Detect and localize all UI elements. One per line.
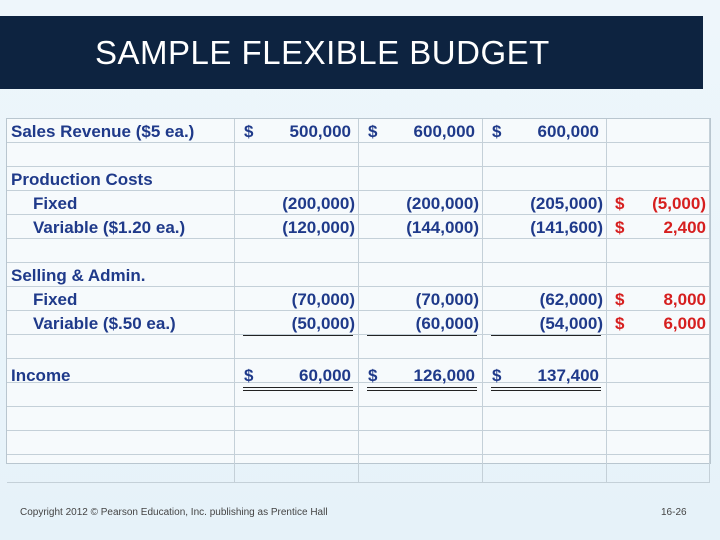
grid-cell — [235, 407, 359, 431]
grid-cell — [7, 455, 235, 483]
grid-cell — [483, 431, 607, 455]
cell-static-prod-fixed: (200,000) — [282, 194, 355, 213]
variance-dollar-sign: $ — [615, 218, 625, 237]
grid-cell — [359, 335, 483, 359]
total-double-underline — [367, 387, 477, 388]
dollar-sign: $ — [368, 366, 378, 385]
grid-cell — [483, 407, 607, 431]
grid-cell — [607, 335, 710, 359]
variance-dollar-sign: $ — [615, 290, 625, 309]
cell-variance-sa-fixed: 8,000 — [663, 290, 706, 309]
grid-cell — [235, 335, 359, 359]
grid-cell — [607, 359, 710, 383]
row-label-prod-variable: Variable ($1.20 ea.) — [33, 218, 186, 237]
cell-actual-sa-fixed: (62,000) — [539, 290, 603, 309]
row-label-selling-admin: Selling & Admin. — [11, 266, 146, 285]
total-double-underline — [243, 387, 353, 388]
grid-cell — [483, 239, 607, 263]
cell-actual-income: 137,400 — [537, 366, 599, 385]
grid-cell — [359, 143, 483, 167]
grid-cell — [483, 455, 607, 483]
subtotal-underline — [491, 335, 601, 336]
cell-flexible-prod-variable: (144,000) — [406, 218, 479, 237]
grid-cell — [483, 335, 607, 359]
cell-flexible-sa-fixed: (70,000) — [415, 290, 479, 309]
row-label-sales-revenue: Sales Revenue ($5 ea.) — [11, 122, 195, 141]
slide-number: 16-26 — [661, 507, 687, 518]
grid-cell — [359, 239, 483, 263]
cell-actual-prod-variable: (141,600) — [530, 218, 603, 237]
cell-variance-prod-fixed: (5,000) — [652, 194, 706, 213]
grid-cell — [7, 431, 235, 455]
grid-cell — [359, 455, 483, 483]
cell-static-income: 60,000 — [299, 366, 351, 385]
cell-flexible-prod-fixed: (200,000) — [406, 194, 479, 213]
grid-cell — [7, 239, 235, 263]
grid-cell — [359, 263, 483, 287]
cell-static-prod-variable: (120,000) — [282, 218, 355, 237]
grid-cell — [607, 383, 710, 407]
grid-cell — [235, 263, 359, 287]
row-label-prod-fixed: Fixed — [33, 194, 78, 213]
row-label-production-costs: Production Costs — [11, 170, 153, 189]
row-label-sa-fixed: Fixed — [33, 290, 78, 309]
total-double-underline — [243, 390, 353, 391]
grid-cell — [483, 143, 607, 167]
subtotal-underline — [367, 335, 477, 336]
grid-cell — [607, 455, 710, 483]
dollar-sign: $ — [368, 122, 378, 141]
grid-cell — [235, 143, 359, 167]
subtotal-underline — [243, 335, 353, 336]
variance-dollar-sign: $ — [615, 194, 625, 213]
grid-cell — [235, 431, 359, 455]
dollar-sign: $ — [492, 366, 502, 385]
grid-cell — [483, 263, 607, 287]
grid-cell — [607, 239, 710, 263]
grid-cell — [7, 143, 235, 167]
slide-title: SAMPLE FLEXIBLE BUDGET — [95, 34, 550, 71]
grid-cell — [235, 455, 359, 483]
copyright-text: Copyright 2012 © Pearson Education, Inc. publishing as Prentice Hall — [20, 507, 328, 518]
dollar-sign: $ — [244, 122, 254, 141]
total-double-underline — [491, 390, 601, 391]
dollar-sign: $ — [244, 366, 254, 385]
grid-cell — [235, 239, 359, 263]
grid-cell — [607, 263, 710, 287]
total-double-underline — [367, 390, 477, 391]
grid-cell — [483, 167, 607, 191]
grid-cell — [7, 383, 235, 407]
cell-flexible-sales: 600,000 — [413, 122, 475, 141]
grid-cell — [607, 167, 710, 191]
grid-cell — [607, 407, 710, 431]
grid-cell — [359, 431, 483, 455]
cell-static-sa-variable: (50,000) — [291, 314, 355, 333]
cell-flexible-sa-variable: (60,000) — [415, 314, 479, 333]
dollar-sign: $ — [492, 122, 502, 141]
row-label-income: Income — [11, 366, 71, 385]
budget-table — [6, 118, 711, 464]
grid-cell — [607, 143, 710, 167]
grid-cell — [359, 407, 483, 431]
cell-flexible-income: 126,000 — [413, 366, 475, 385]
cell-variance-sa-variable: 6,000 — [663, 314, 706, 333]
cell-static-sales: 500,000 — [289, 122, 351, 141]
cell-variance-prod-variable: 2,400 — [663, 218, 706, 237]
cell-static-sa-fixed: (70,000) — [291, 290, 355, 309]
grid-cell — [235, 167, 359, 191]
row-label-sa-variable: Variable ($.50 ea.) — [33, 314, 176, 333]
cell-actual-prod-fixed: (205,000) — [530, 194, 603, 213]
variance-dollar-sign: $ — [615, 314, 625, 333]
grid-cell — [7, 335, 235, 359]
cell-actual-sales: 600,000 — [537, 122, 599, 141]
grid-cell — [7, 407, 235, 431]
total-double-underline — [491, 387, 601, 388]
grid-cell — [359, 167, 483, 191]
grid-cell — [607, 119, 710, 143]
cell-actual-sa-variable: (54,000) — [539, 314, 603, 333]
grid-cell — [607, 431, 710, 455]
